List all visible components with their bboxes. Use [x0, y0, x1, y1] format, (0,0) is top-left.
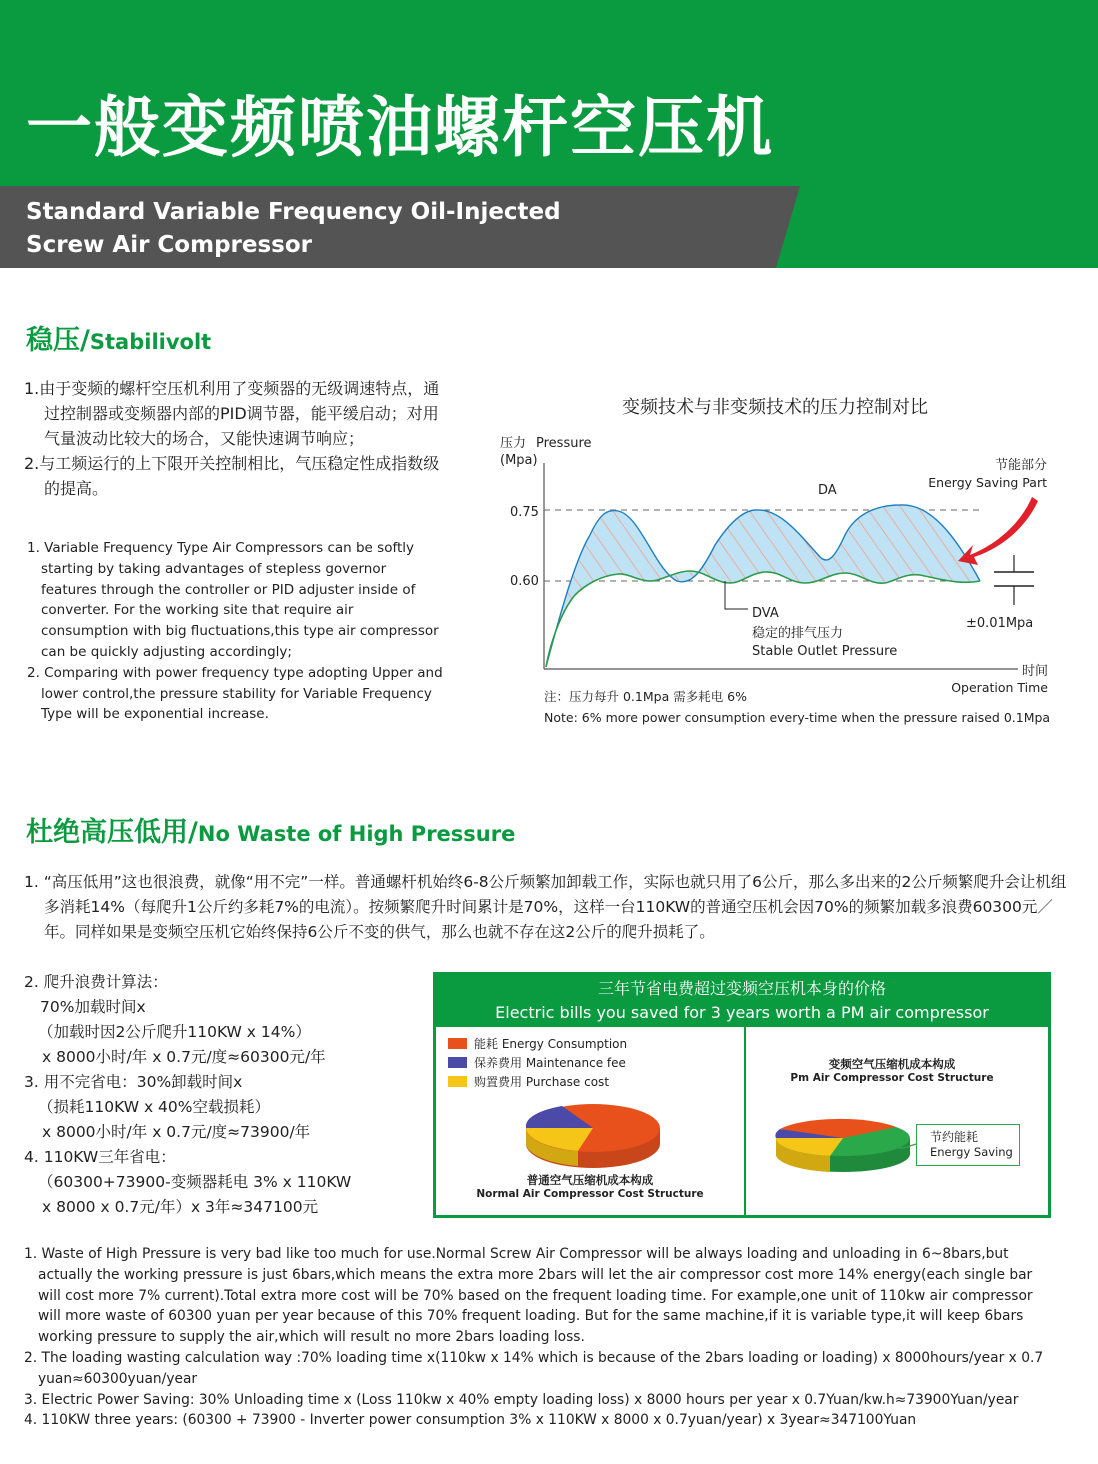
section-title-no-waste [26, 810, 515, 849]
y-tick-low: 0.60 [510, 574, 539, 589]
normal-compressor-pie [518, 1098, 668, 1178]
calc-line: x 8000小时/年 x 0.7元/度≈73900/年 [42, 1123, 311, 1141]
y-axis-label-zh: 压力 [500, 436, 527, 451]
legend-label: 购置费用 Purchase cost [474, 1075, 610, 1089]
legend-label: 保养费用 Maintenance fee [474, 1056, 626, 1070]
list-item: 1. Variable Frequency Type Air Compressors can be softly starting by taking advantages of stepless governor features through the controller or PID adjuster inside of converter. For the working site that require air consumption with big fluctuations,this type air compressor can be quickly adjusting accordingly; [27, 540, 439, 660]
pm-compressor-pie [768, 1114, 918, 1184]
calc-line: （加载时因2公斤爬升110KW x 14%） [38, 1023, 311, 1041]
diagram-note-en: Note: 6% more power consumption every-time when the pressure raised 0.1Mpa [544, 710, 1051, 725]
calc-line: x 8000 x 0.7元/年）x 3年≈347100元 [42, 1198, 319, 1216]
list-item: 1. Waste of High Pressure is very bad like too much for use.Normal Screw Air Compressor will be always loading and unloading in 6~8bars,but actually the working pressure is just 6bars,which means the extra more 2bars will let the air compressor cost more 14% energy(each single bar will cost more 7% current).Total extra more cost will be 70% based on the frequent loading time. For example,one unit of 110kw air compressor will more waste of 60300 yuan per year because of this 70% frequent loading. But for the same machine,if it is variable type,it will keep 6bars working pressure to supply the air,which will result no more 2bars loading loss. [24, 1246, 1033, 1346]
section-title-zh: 杜绝高压低用/ [26, 817, 198, 848]
list-item: 3. Electric Power Saving: 30% Unloading time x (Loss 110kw x 40% empty loading loss) x 8000 hours per year x 0.7Yuan/kw.h≈73900Yuan/year [24, 1391, 1019, 1408]
legend-swatch-purchase [448, 1076, 467, 1087]
legend-swatch-maintenance [448, 1057, 467, 1068]
diagram-note-zh: 注：压力每升 0.1Mpa 需多耗电 6% [544, 689, 748, 704]
dva-label-zh: 稳定的排气压力 [752, 626, 844, 641]
energy-saving-arrow-icon [958, 497, 1038, 565]
cost-box-divider [744, 1027, 746, 1215]
page-title-en-line2: Screw Air Compressor [26, 232, 313, 258]
x-axis-label-en: Operation Time [951, 680, 1048, 695]
calc-list [24, 970, 424, 1220]
section2-en-list [24, 1244, 1054, 1431]
list-item: 4. 110KW three years: (60300 + 73900 - Inverter power consumption 3% x 110KW x 8000 x 0.7yuan/year) x 3year≈347100Yuan [24, 1412, 917, 1429]
page-title-zh: 一般变频喷油螺杆空压机 [26, 89, 774, 166]
energy-saving-callout [916, 1124, 1020, 1166]
calc-line: （60300+73900-变频器耗电 3% x 110KW [38, 1173, 352, 1191]
list-item: 2.与工频运行的上下限开关控制相比，气压稳定性成指数级的提高。 [24, 454, 440, 498]
list-item: 2. Comparing with power frequency type adopting Upper and lower control,the pressure stability for Variable Frequency Type will be exponential increase. [27, 664, 443, 723]
right-pie-title [756, 1056, 1028, 1084]
dva-pointer [725, 581, 748, 609]
left-pie-caption [450, 1172, 730, 1200]
left-pie-caption-en: Normal Air Compressor Cost Structure [476, 1188, 704, 1200]
section2-paragraph-zh: 1. “高压低用”这也很浪费，就像“用不完”一样。普通螺杆机始终6-8公斤频繁加卸载工作，实际也就只用了6公斤，那么多出来的2公斤频繁爬升会让机组多消耗14%（每爬升1公斤约多耗7%的电流）。按频繁爬升时间累计是70%，这样一台110KW的普通空压机会因70%的频繁加载多浪费60300元／年。同样如果是变频空压机它始终保持6公斤不变的供气，那么也就不存在这2公斤的爬升损耗了。 [24, 873, 1067, 941]
dva-label: DVA [752, 606, 779, 621]
calc-line: 2. 爬升浪费计算法： [24, 973, 168, 991]
da-label: DA [818, 483, 837, 498]
section-title-en: No Waste of High Pressure [197, 822, 516, 846]
energy-saving-hatch [546, 505, 980, 667]
energy-saving-callout-en: Energy Saving [930, 1145, 1013, 1159]
list-item: 2. The loading wasting calculation way :70% loading time x(110kw x 14% which is because of the 2bars loading or loading) x 8000hours/year x 0.7 yuan≈60300yuan/year [24, 1349, 1044, 1387]
section-title-en: Stabilivolt [89, 330, 212, 354]
calc-line: 3. 用不完省电：30%卸载时间x [24, 1073, 243, 1091]
right-pie-title-zh: 变频空气压缩机成本构成 [828, 1057, 956, 1071]
x-axis-label-zh: 时间 [1021, 664, 1048, 679]
pressure-comparison-diagram [490, 385, 1060, 730]
cost-box-header [433, 972, 1051, 1027]
legend-label: 能耗 Energy Consumption [474, 1037, 628, 1051]
tolerance-label: ±0.01Mpa [966, 616, 1034, 631]
calc-line: 70%加载时间x [40, 998, 146, 1016]
section-title-zh: 稳压/ [26, 325, 90, 356]
diagram-title: 变频技术与非变频技术的压力控制对比 [622, 397, 928, 418]
page-title-en [26, 196, 561, 262]
left-pie-caption-zh: 普通空气压缩机成本构成 [526, 1173, 654, 1187]
legend-item [448, 1053, 627, 1072]
right-pie-title-en: Pm Air Compressor Cost Structure [790, 1072, 994, 1084]
calc-line: 4. 110KW三年省电： [24, 1148, 176, 1166]
cost-box-title-zh: 三年节省电费超过变频空压机本身的价格 [597, 979, 886, 998]
energy-saving-callout-zh: 节约能耗 [930, 1130, 979, 1144]
y-axis-label-en: Pressure [536, 436, 592, 451]
list-item: 1.由于变频的螺杆空压机利用了变频器的无级调速特点，通过控制器或变频器内部的PID调节器，能平缓启动；对用气量波动比较大的场合，又能快速调节响应； [24, 379, 440, 448]
calc-line: x 8000小时/年 x 0.7元/度≈60300元/年 [42, 1048, 326, 1066]
section-title-stabilivolt [26, 318, 211, 357]
section1-en-list [27, 538, 445, 725]
legend-item [448, 1034, 627, 1053]
calc-line: （损耗110KW x 40%空载损耗） [38, 1098, 271, 1116]
y-axis-unit: (Mpa) [500, 453, 538, 468]
legend-item [448, 1072, 627, 1091]
dva-label-en: Stable Outlet Pressure [752, 644, 898, 659]
cost-box-title-en: Electric bills you saved for 3 years worth a PM air compressor [495, 1003, 989, 1022]
legend-swatch-energy [448, 1038, 467, 1049]
y-tick-high: 0.75 [510, 505, 539, 520]
page-title-en-line1: Standard Variable Frequency Oil-Injected [26, 199, 561, 225]
energy-saving-label-en: Energy Saving Part [928, 475, 1047, 490]
section1-zh-list [24, 376, 446, 501]
energy-saving-label-zh: 节能部分 [994, 458, 1047, 473]
cost-legend [448, 1034, 627, 1091]
